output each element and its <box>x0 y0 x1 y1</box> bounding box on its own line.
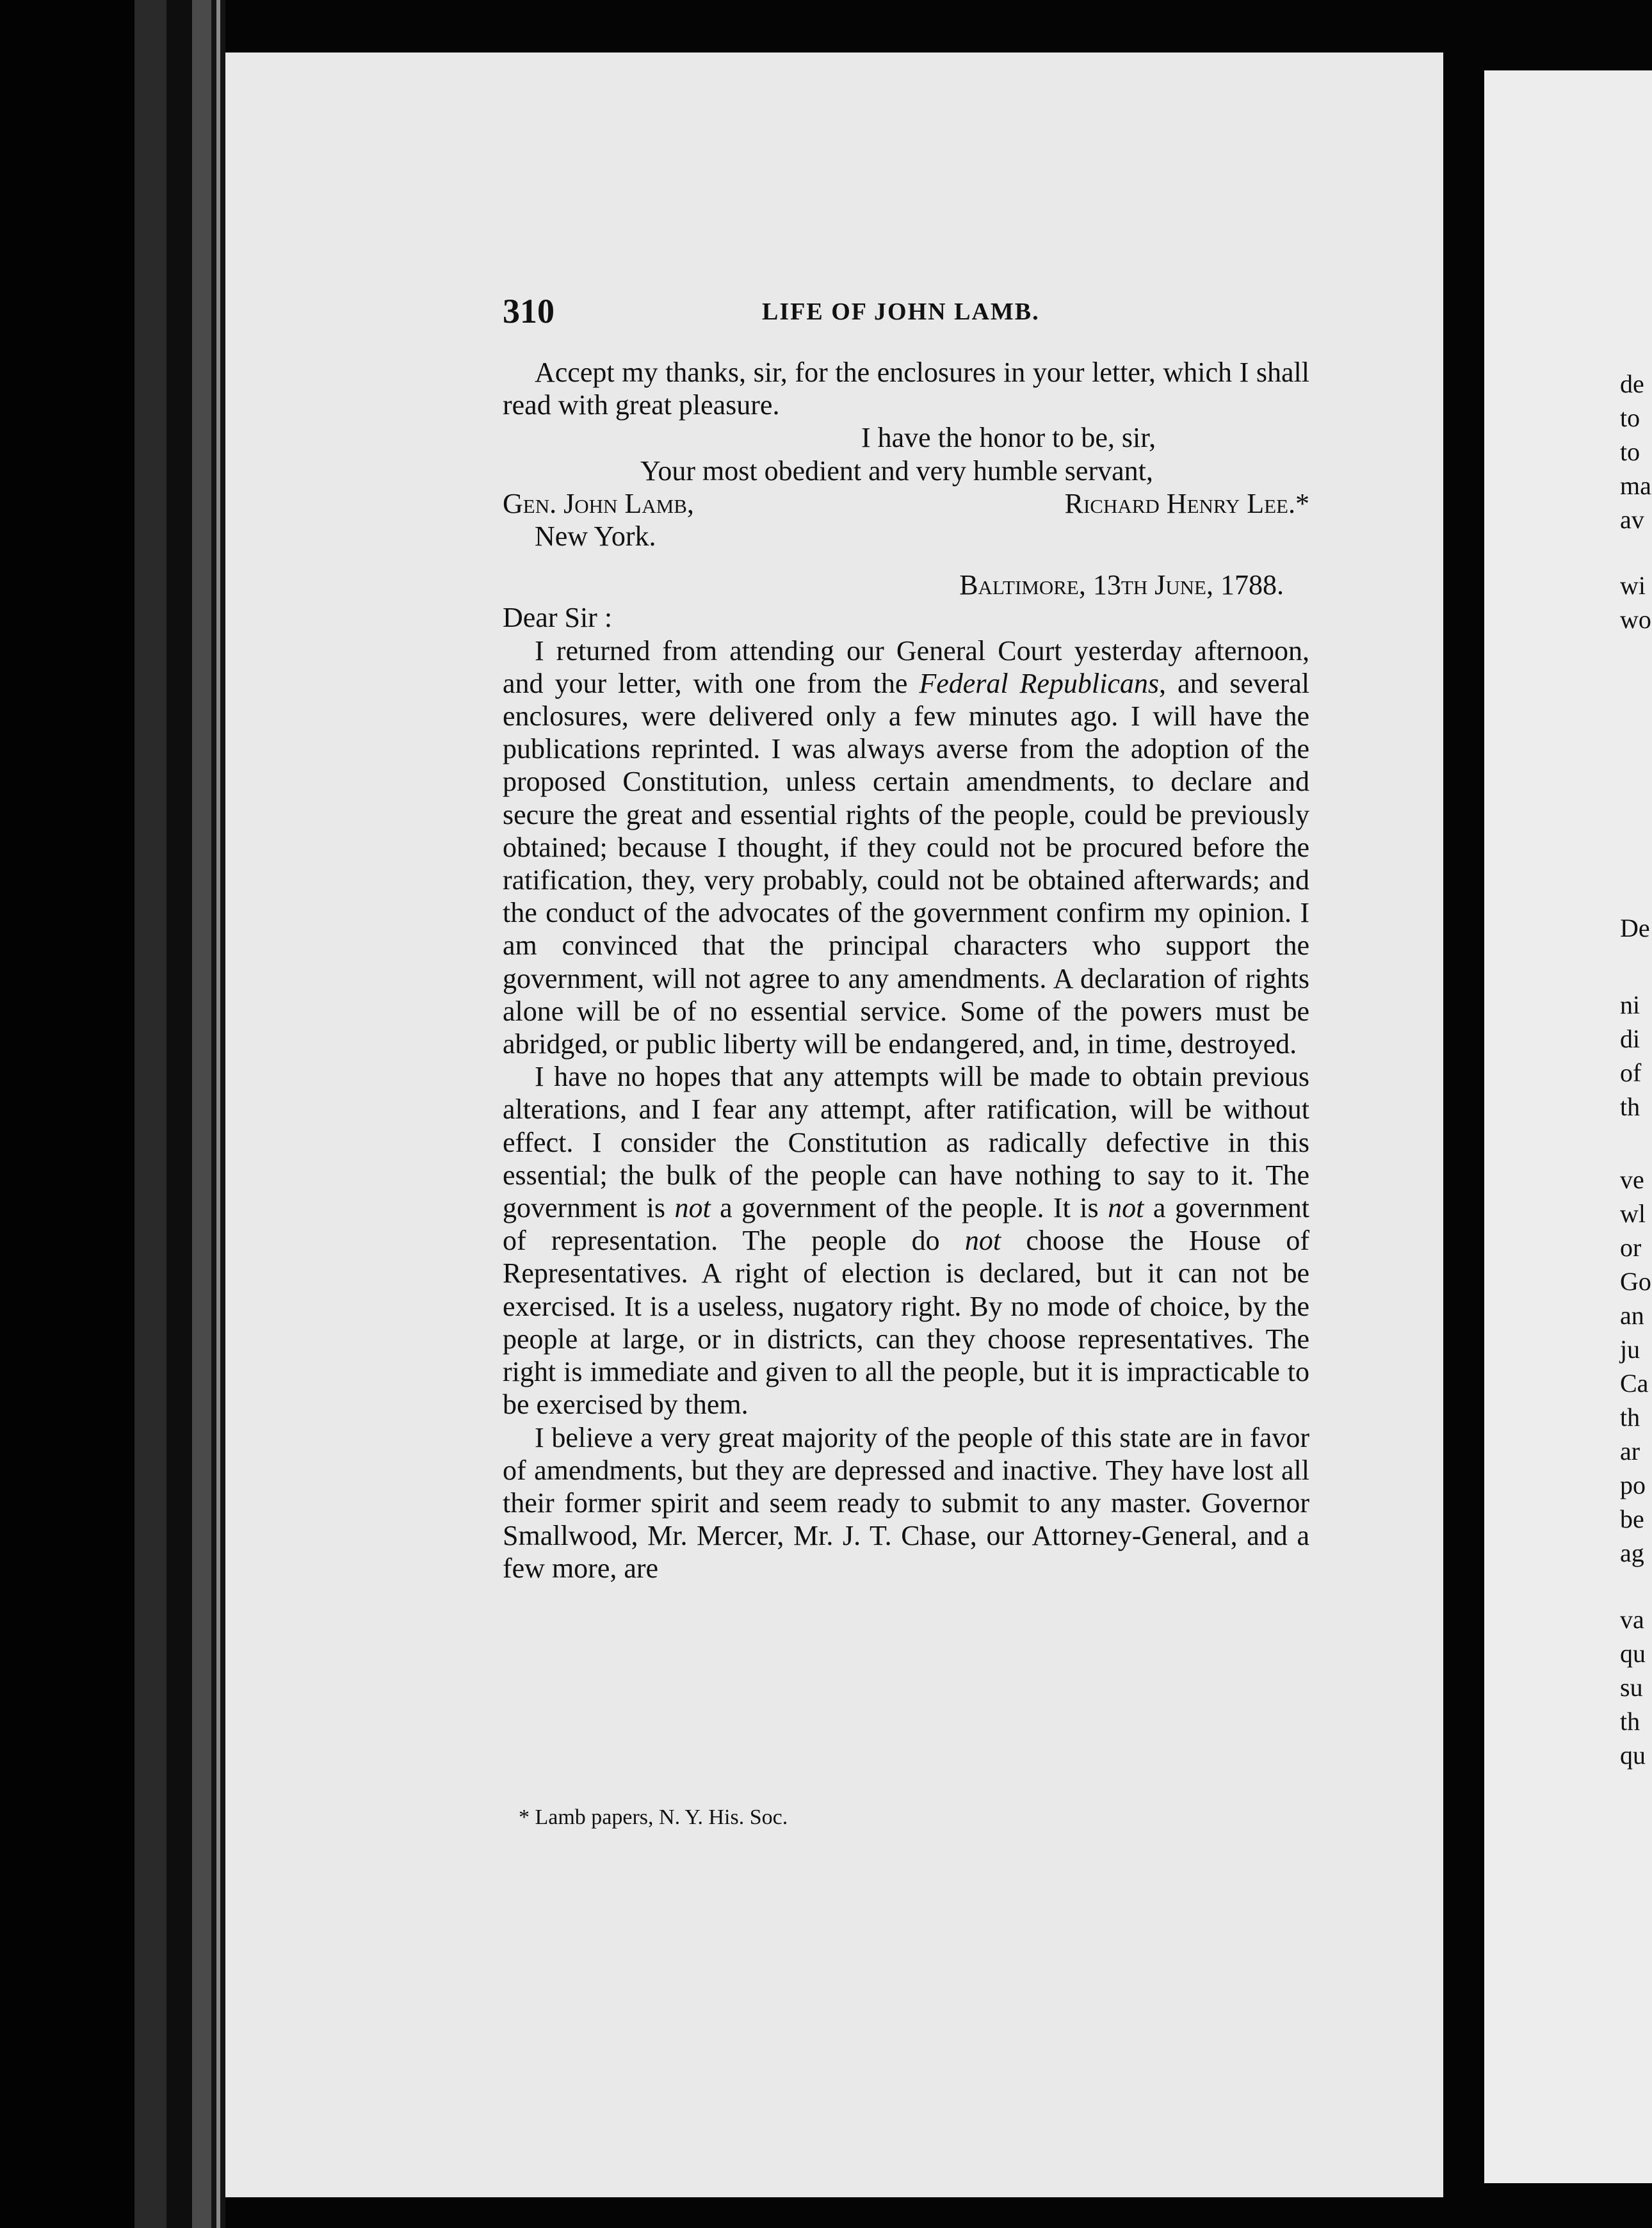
facing-page-fragment: ni <box>1620 990 1640 1019</box>
facing-page-fragment: Go <box>1620 1267 1651 1296</box>
signature: Richard Henry Lee.* <box>1064 487 1309 519</box>
facing-page-fragment: ar <box>1620 1437 1640 1465</box>
facing-page-fragment: ag <box>1620 1538 1644 1567</box>
paragraph-text: I returned from attending our General Court yesterday afternoon, and your letter, with one from the <box>503 634 1309 699</box>
paragraph-text: a government of the people. It is <box>710 1192 1108 1224</box>
book-page-edge <box>192 0 211 2228</box>
facing-page-fragment: po <box>1620 1471 1646 1499</box>
signature-row <box>503 487 1309 520</box>
facing-page-fragment: or <box>1620 1233 1642 1262</box>
facing-page-fragment: wi <box>1620 571 1646 600</box>
facing-page-fragment: th <box>1620 1707 1640 1736</box>
facing-page-fragment: wo <box>1620 605 1651 634</box>
emphasis-text: not <box>1108 1192 1144 1224</box>
page-number: 310 <box>503 292 555 330</box>
facing-page-fragment: su <box>1620 1673 1643 1702</box>
dateline-text: Baltimore, 13th June, 1788. <box>959 569 1284 601</box>
paragraph-text: a government of representation. The people do <box>503 1192 1309 1257</box>
running-head <box>503 291 1309 336</box>
book-page-edge <box>166 0 192 2228</box>
paragraph-text: choose the House of Representatives. A right of election is declared, but it can not be exercised. It is a useless, nugatory right. By no mode of choice, by the people at large, or in districts, can they choose representatives. The right is immediate and given to all the people, but it is impracticable to be exercised by them. <box>503 1225 1310 1421</box>
facing-page-fragment: th <box>1620 1092 1640 1121</box>
facing-page-fragment: to <box>1620 437 1640 466</box>
facing-page-fragment: of <box>1620 1058 1642 1087</box>
letter1-closing-line: I have the honor to be, sir, <box>861 422 1156 454</box>
addressee: Gen. John Lamb, <box>503 487 694 519</box>
facing-page-fragment: qu <box>1620 1639 1646 1668</box>
facing-page-fragment: qu <box>1620 1741 1646 1770</box>
page-body <box>503 356 1309 1585</box>
paragraph-text: I have no hopes that any attempts will be made to obtain previous alterations, and I fear any attempt, after ratification, will be without effect. I consider the Constitution as radically defective in this essential; the bulk of the people can have nothing to say to it. The government is <box>503 1061 1309 1224</box>
running-title: LIFE OF JOHN LAMB. <box>762 298 1040 325</box>
facing-page-fragment: ve <box>1620 1165 1644 1194</box>
facing-page-fragment: va <box>1620 1605 1644 1634</box>
facing-page-fragment: av <box>1620 505 1644 534</box>
facing-page-fragment: ma <box>1620 471 1651 500</box>
facing-page-fragment: de <box>1620 369 1644 398</box>
facing-page-fragment: be <box>1620 1505 1644 1533</box>
paragraph-2 <box>503 1060 1309 1421</box>
paragraph-3: I believe a very great majority of the people of this state are in favor of amendments, but they are depressed and inactive. They have lost all their former spirit and seem ready to submit to any master. Governor Smallwood, Mr. Mercer, Mr. J. T. Chase, our Attorney-General, and a few more, are <box>503 1421 1309 1585</box>
book-gutter <box>1443 0 1484 2228</box>
book-page-edge <box>134 0 166 2228</box>
facing-page-fragment: an <box>1620 1301 1644 1330</box>
paragraph-text: , and several enclosures, were delivered only a few minutes ago. I will have the publications reprinted. I was always averse from the adoption of the proposed Constitution, unless certain amendments, to declare and secure the great and essential rights of the people, could be previously obtained; because I thought, if they could not be procured before the ratification, they, very probably, could not be obtained afterwards; and the conduct of the advocates of the government confirm my opinion. I am convinced that the principal characters who support the government, will not agree to any amendments. A declaration of rights alone will be of no essential service. Some of the powers must be abridged, or public liberty will be endangered, and, in time, destroyed. <box>503 667 1309 1060</box>
facing-page-fragment: th <box>1620 1403 1640 1432</box>
emphasis-text: Federal Republicans <box>919 667 1160 699</box>
addressee-city: New York. <box>535 521 656 553</box>
paragraph-1 <box>503 634 1309 1061</box>
emphasis-text: not <box>674 1192 711 1224</box>
footnote: * Lamb papers, N. Y. His. Soc. <box>519 1805 788 1829</box>
letter1-closing-paragraph: Accept my thanks, sir, for the enclosures in your letter, which I shall read with great pleasure. <box>503 357 1309 421</box>
facing-page-fragment: ju <box>1620 1335 1640 1364</box>
emphasis-text: not <box>964 1225 1001 1257</box>
salutation: Dear Sir : <box>503 602 613 634</box>
facing-page-fragment: di <box>1620 1024 1640 1053</box>
facing-page-fragment: De <box>1620 914 1650 942</box>
book-page-edge <box>216 0 220 2228</box>
facing-page-fragment: to <box>1620 403 1640 432</box>
book-binding-shadow <box>0 0 134 2228</box>
facing-page-fragment: Ca <box>1620 1369 1649 1398</box>
letter1-closing-line: Your most obedient and very humble servant, <box>640 455 1153 487</box>
dateline <box>503 569 1309 601</box>
facing-page-fragment: wl <box>1620 1199 1646 1228</box>
